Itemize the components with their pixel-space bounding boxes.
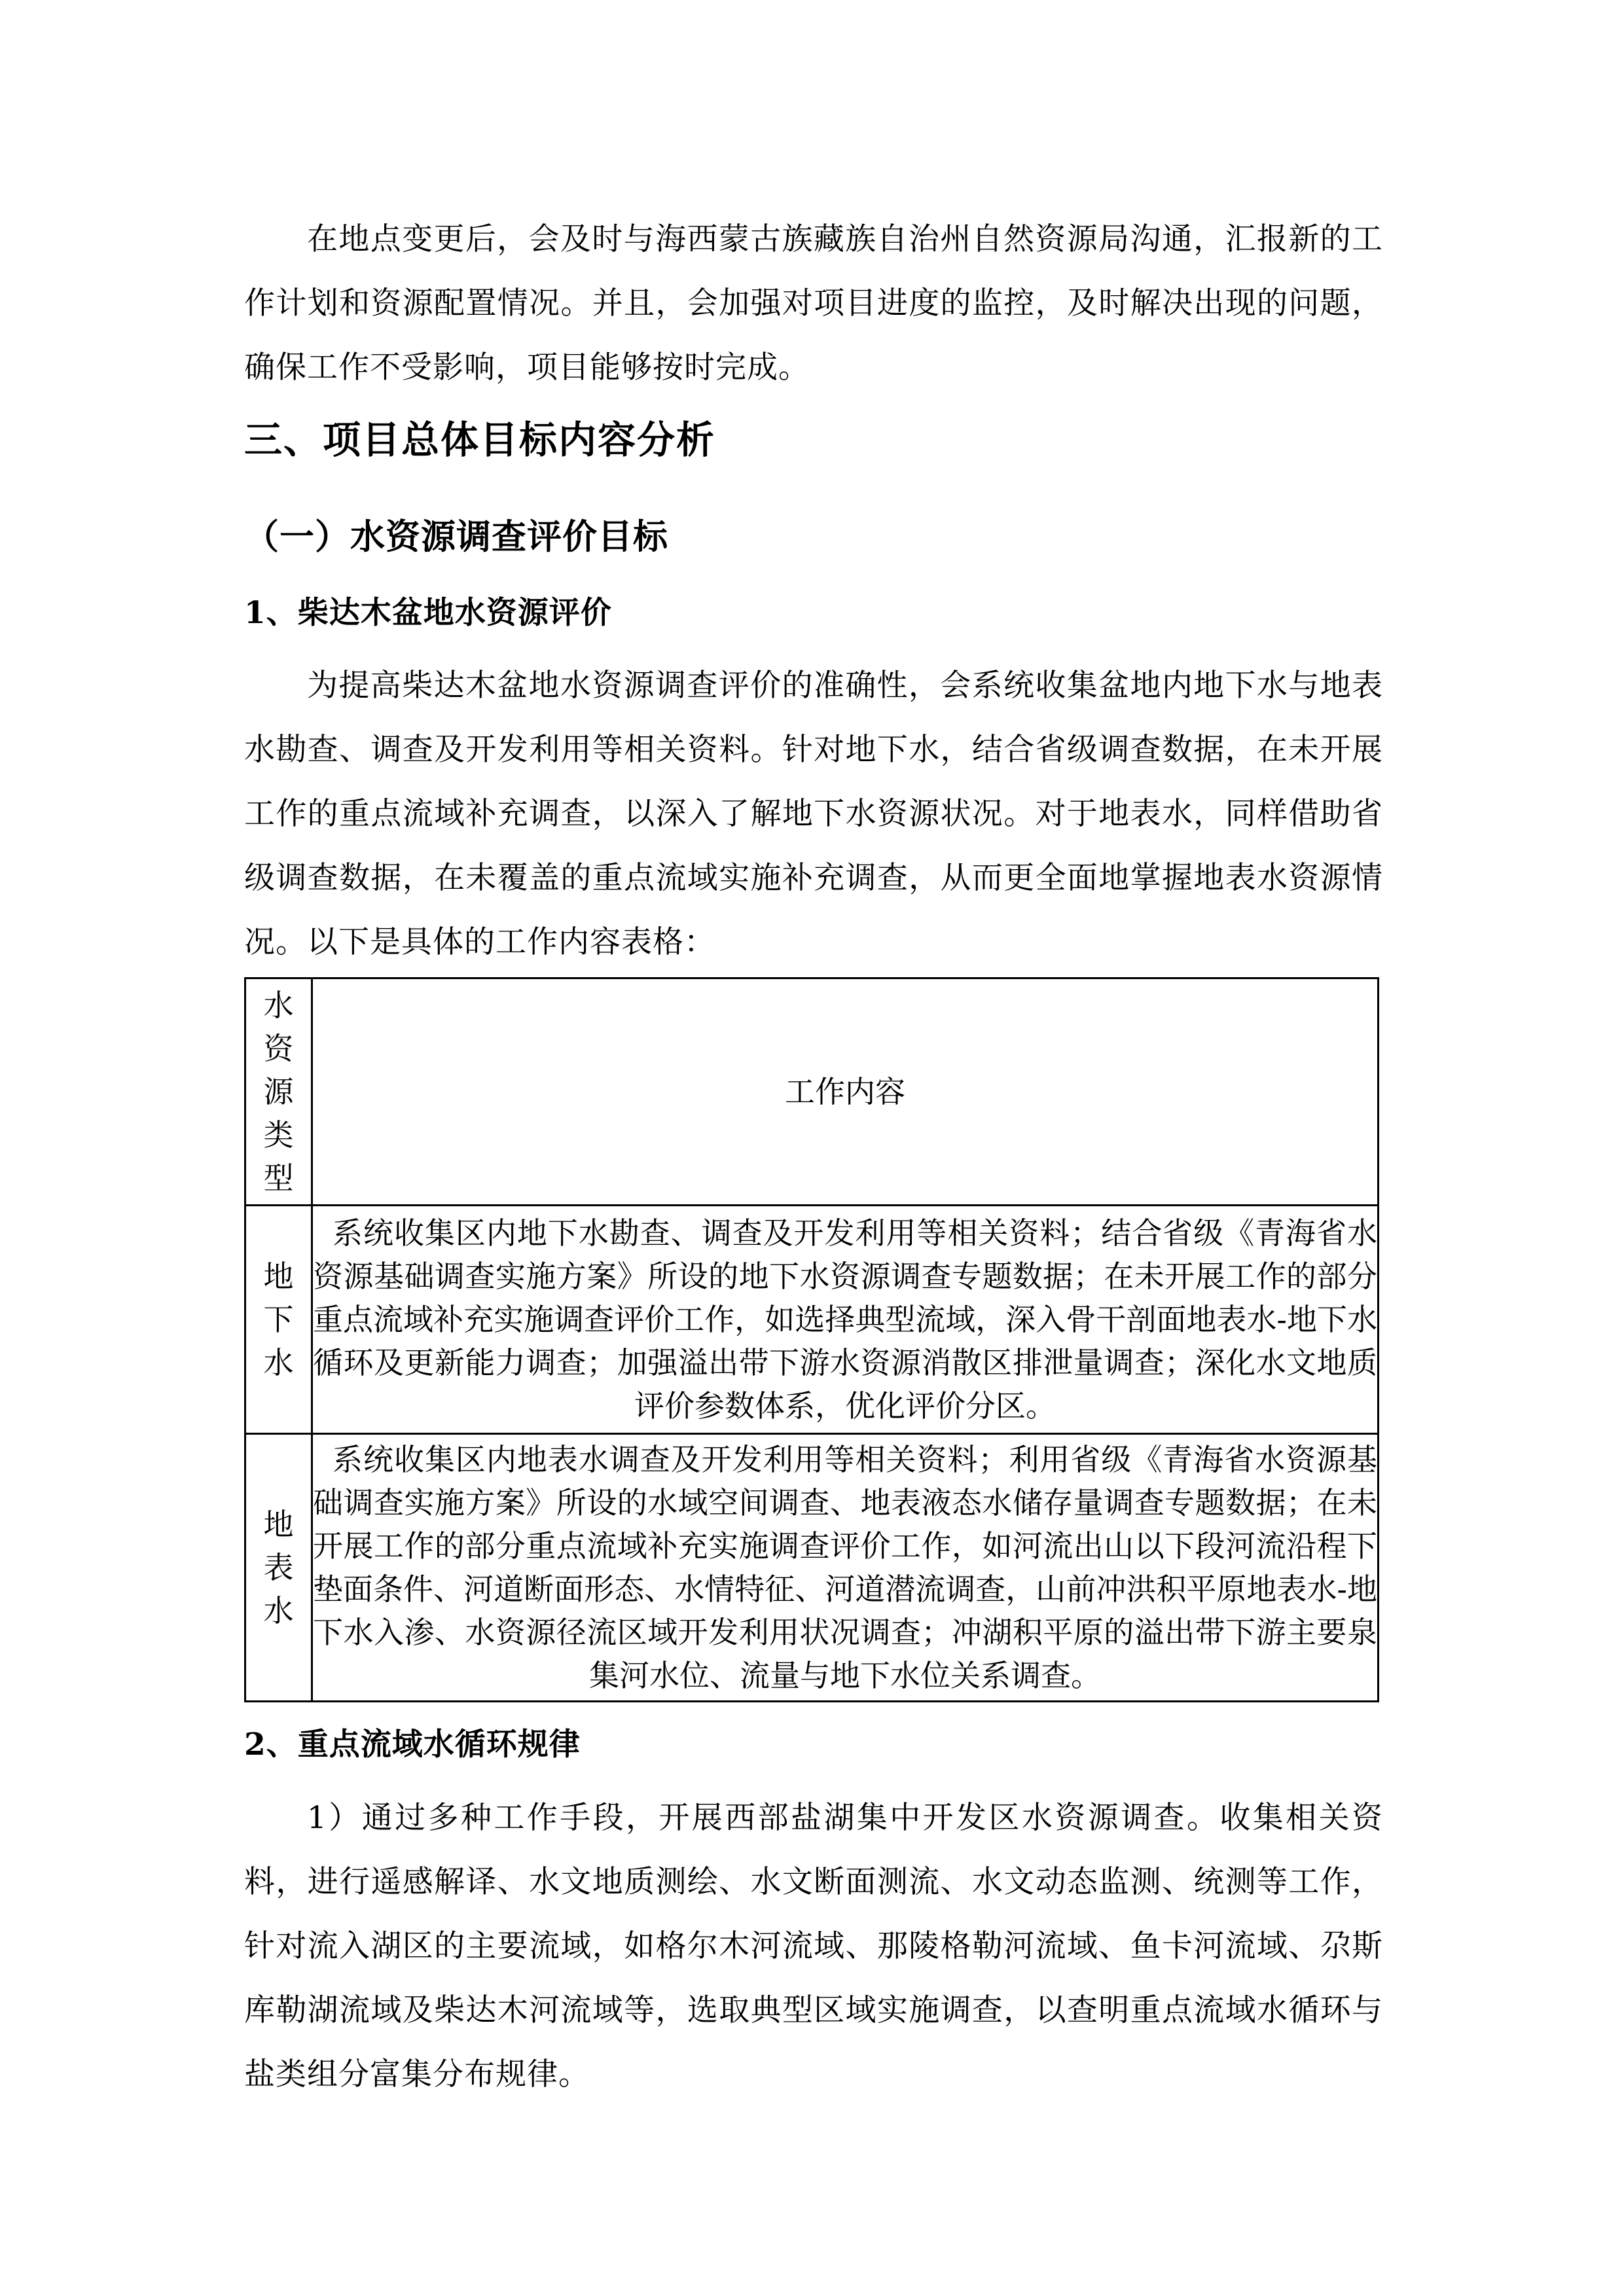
intro-paragraph: 在地点变更后，会及时与海西蒙古族藏族自治州自然资源局沟通，汇报新的工作计划和资源配置情况。并且，会加强对项目进度的监控，及时解决出现的问题，确保工作不受影响，项目能够按时完成。 — [244, 221, 1383, 386]
type-cell-groundwater — [245, 1206, 312, 1434]
header-type-char: 型 — [263, 1160, 294, 1196]
item2-paragraph: 1）通过多种工作手段，开展西部盐湖集中开发区水资源调查。收集相关资料，进行遥感解译、水文地质测绘、水文断面测流、水文动态监测、统测等工作，针对流入湖区的主要流域，如格尔木河流域、那陵格勒河流域、鱼卡河流域、尕斯库勒湖流域及柴达木河流域等，选取典型区域实施调查，以查明重点流域水循环与盐类组分富集分布规律。 — [244, 1800, 1383, 2092]
type-char: 下 — [263, 1302, 294, 1337]
type-char: 表 — [263, 1550, 294, 1585]
type-char: 水 — [263, 1345, 294, 1380]
item1-heading: 1、柴达木盆地水资源评价 — [244, 595, 612, 631]
header-content-cell: 工作内容 — [312, 978, 1379, 1206]
work-content-table — [244, 977, 1379, 1702]
header-type-char: 源 — [263, 1074, 294, 1109]
type-char: 水 — [263, 1593, 294, 1628]
section-heading: 三、项目总体目标内容分析 — [244, 418, 716, 462]
item2-heading: 2、重点流域水循环规律 — [244, 1727, 581, 1763]
content-cell-surfacewater: 系统收集区内地表水调查及开发利用等相关资料；利用省级《青海省水资源基础调查实施方案》所设的水域空间调查、地表液态水储存量调查专题数据；在未开展工作的部分重点流域补充实施调查评价工作，如河流出山以下段河流沿程下垫面条件、河道断面形态、水情特征、河道潜流调查，山前冲洪积平原地表水-地下水入渗、水资源径流区域开发利用状况调查；冲湖积平原的溢出带下游主要泉集河水位、流量与地下水位关系调查。 — [312, 1434, 1379, 1702]
type-char: 地 — [263, 1259, 294, 1294]
header-type-char: 水 — [263, 988, 294, 1023]
content-cell-groundwater: 系统收集区内地下水勘查、调查及开发利用等相关资料；结合省级《青海省水资源基础调查实施方案》所设的地下水资源调查专题数据；在未开展工作的部分重点流域补充实施调查评价工作，如选择典型流域，深入骨干剖面地表水-地下水循环及更新能力调查；加强溢出带下游水资源消散区排泄量调查；深化水文地质评价参数体系，优化评价分区。 — [312, 1206, 1379, 1434]
item1-paragraph: 为提高柴达木盆地水资源调查评价的准确性，会系统收集盆地内地下水与地表水勘查、调查及开发利用等相关资料。针对地下水，结合省级调查数据，在未开展工作的重点流域补充调查，以深入了解地下水资源状况。对于地表水，同样借助省级调查数据，在未覆盖的重点流域实施补充调查，从而更全面地掌握地表水资源情况。以下是具体的工作内容表格： — [244, 668, 1383, 960]
type-char: 地 — [263, 1507, 294, 1542]
subsection-heading: （一）水资源调查评价目标 — [244, 516, 668, 557]
table-row — [245, 1434, 1379, 1702]
header-type-char: 类 — [263, 1117, 294, 1153]
table-row — [245, 1206, 1379, 1434]
header-type-cell — [245, 978, 312, 1206]
table-header-row — [245, 978, 1379, 1206]
type-cell-surfacewater — [245, 1434, 312, 1702]
header-type-char: 资 — [263, 1031, 294, 1066]
